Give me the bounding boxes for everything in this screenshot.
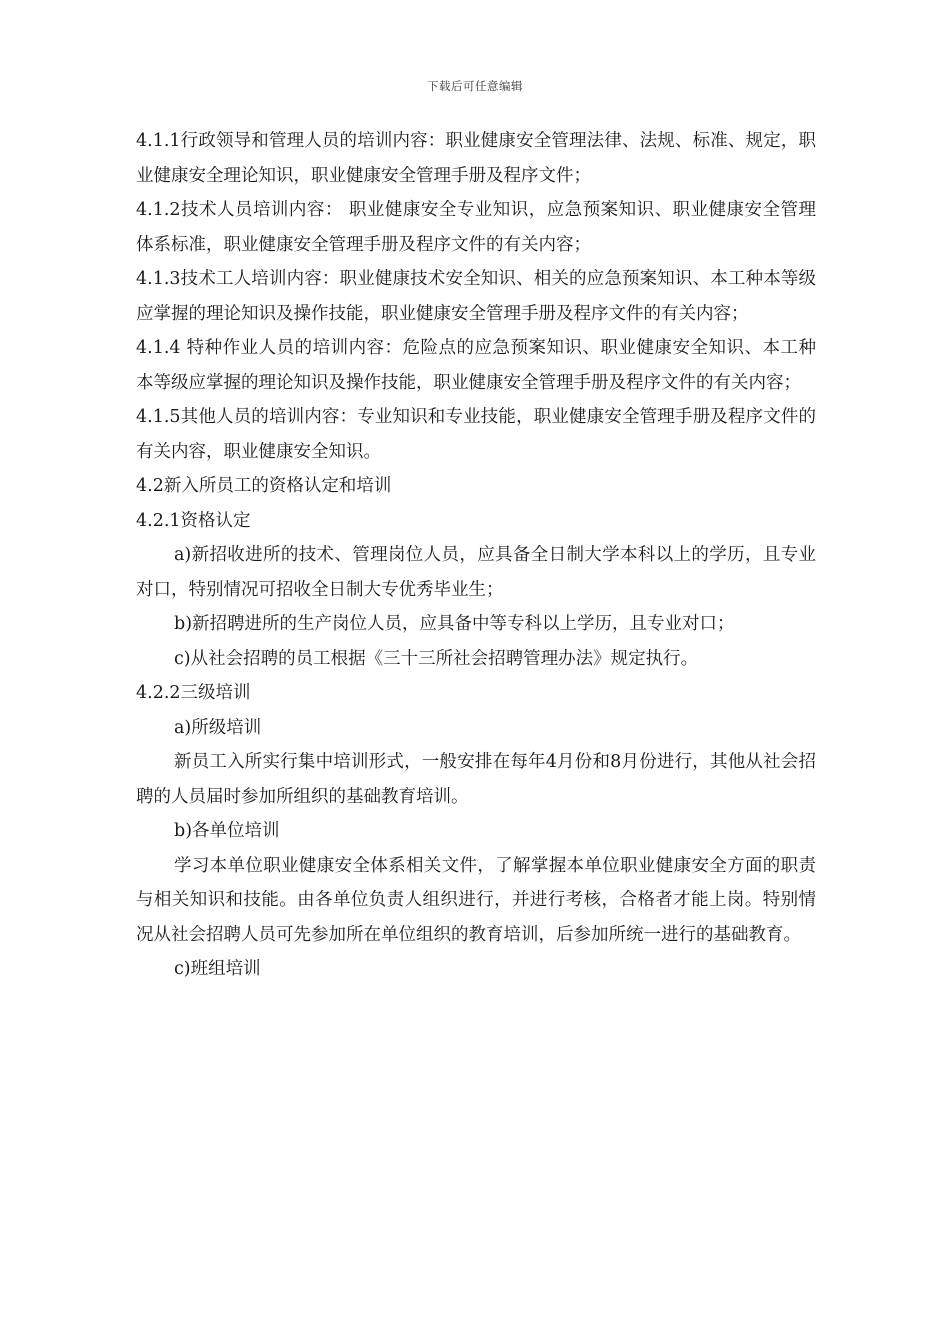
heading-4-2-2: 4.2.2三级培训: [136, 683, 251, 703]
paragraph-institute-training: 新员工入所实行集中培训形式，一般安排在每年4月份和8月份进行，其他从社会招聘的人员届时参加所组织的基础教育培训。: [136, 752, 816, 807]
document-body: [136, 124, 816, 987]
page-header: 下载后可任意编辑: [427, 79, 523, 93]
paragraph-4-1-5: 4.1.5其他人员的培训内容：专业知识和专业技能，职业健康安全管理手册及程序文件的有关内容，职业健康安全知识。: [136, 407, 816, 462]
paragraph-unit-training: 学习本单位职业健康安全体系相关文件，了解掌握本单位职业健康安全方面的职责与相关知识和技能。由各单位负责人组织进行，并进行考核，合格者才能上岗。特别情况从社会招聘人员可先参加所在单位组织的教育培训，后参加所统一进行的基础教育。: [136, 855, 816, 945]
item-a-qualification: a)新招收进所的技术、管理岗位人员，应具备全日制大学本科以上的学历，且专业对口，特别情况可招收全日制大专优秀毕业生；: [136, 545, 816, 600]
item-b-unit-training: b)各单位培训: [174, 821, 280, 841]
paragraph-4-1-4: 4.1.4 特种作业人员的培训内容：危险点的应急预案知识、职业健康安全知识、本工种本等级应掌握的理论知识及操作技能，职业健康安全管理手册及程序文件的有关内容；: [136, 338, 816, 393]
heading-4-2-1: 4.2.1资格认定: [136, 510, 251, 531]
paragraph-4-1-3: 4.1.3技术工人培训内容：职业健康技术安全知识、相关的应急预案知识、本工种本等级应掌握的理论知识及操作技能，职业健康安全管理手册及程序文件的有关内容；: [136, 269, 816, 324]
item-c-team-training: c)班组培训: [174, 959, 261, 979]
heading-4-2: 4.2新入所员工的资格认定和培训: [136, 476, 392, 496]
item-a-institute-training: a)所级培训: [174, 717, 262, 738]
paragraph-4-1-1: 4.1.1行政领导和管理人员的培训内容：职业健康安全管理法律、法规、标准、规定，职业健康安全理论知识，职业健康安全管理手册及程序文件；: [136, 131, 816, 186]
item-c-qualification: c)从社会招聘的员工根据《三十三所社会招聘管理办法》规定执行。: [174, 648, 699, 669]
item-b-qualification: b)新招聘进所的生产岗位人员，应具备中等专科以上学历，且专业对口；: [174, 614, 735, 634]
paragraph-4-1-2: 4.1.2技术人员培训内容： 职业健康安全专业知识，应急预案知识、职业健康安全管理体系标准，职业健康安全管理手册及程序文件的有关内容；: [136, 200, 816, 255]
